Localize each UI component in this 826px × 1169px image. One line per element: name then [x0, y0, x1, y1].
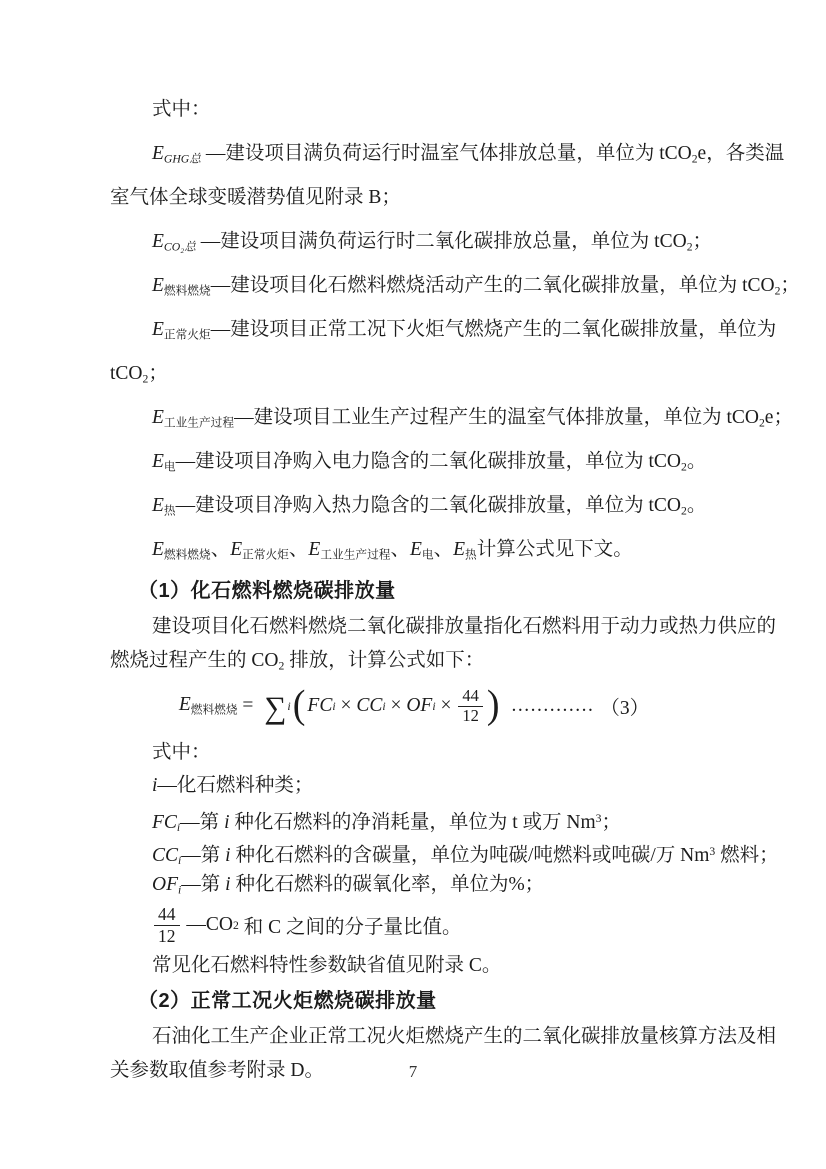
math-run: 燃料燃烧 — [163, 284, 211, 298]
math-run: 2 — [681, 504, 687, 518]
text-run: e，各类温 — [697, 143, 785, 164]
fraction-definition-line — [110, 901, 718, 949]
text-run: ； — [148, 363, 168, 384]
math-run: 正常火炬 — [242, 548, 289, 562]
text-run: —建设项目正常工况下火炬气燃烧产生的二氧化碳排放量，单位为 — [210, 319, 777, 340]
section-heading — [110, 982, 718, 1020]
math-run: E — [230, 539, 243, 560]
math-run: 工业生产过程 — [320, 548, 391, 562]
fraction-denominator: 12 — [462, 705, 479, 725]
math-run: i — [176, 821, 181, 835]
text-run: （2）正常工况火炬燃烧碳排放量 — [138, 990, 437, 1012]
text-run: 、 — [390, 539, 410, 560]
close-paren: ) — [486, 682, 500, 728]
body-line — [110, 610, 777, 644]
page-number: 7 — [408, 1062, 418, 1081]
text-run: —第 — [181, 874, 226, 895]
text-run: 种化石燃料的净消耗量，单位为 t 或万 Nm — [229, 811, 596, 833]
times-sign: × — [435, 695, 457, 716]
definition-line — [110, 132, 785, 176]
text-run: 、 — [433, 539, 454, 560]
body-line — [110, 736, 718, 769]
math-run: CO₂总 — [163, 240, 196, 254]
text-run: 常见化石燃料特性参数缺省值见附录 C。 — [152, 955, 502, 976]
math-run: 正常火炬 — [163, 328, 211, 342]
text-run: —建设项目净购入电力隐含的二氧化碳排放量，单位为 tCO — [175, 451, 682, 472]
term-sub: i — [332, 699, 336, 713]
math-run: 2 — [142, 372, 149, 386]
text-run: 计算公式见下文。 — [476, 539, 633, 560]
term-sub: i — [382, 699, 386, 713]
sigma-index: i — [287, 698, 291, 713]
text-run: 关参数取值参考附录 D。 — [110, 1060, 324, 1081]
math-run: 燃料燃烧 — [163, 548, 211, 562]
math-run: E — [152, 451, 164, 472]
text-run: tCO — [110, 363, 143, 384]
text-run: —建设项目工业生产过程产生的温室气体排放量，单位为 tCO — [234, 407, 759, 428]
definition-line — [110, 220, 718, 264]
math-run: 工业生产过程 — [163, 416, 235, 430]
text-run: 燃烧过程产生的 CO — [110, 650, 279, 671]
math-run: E — [178, 694, 191, 716]
document-content — [110, 88, 800, 1088]
text-run: 建设项目化石燃料燃烧二氧化碳排放量指化石燃料用于动力或热力供应的 — [152, 616, 777, 637]
definition-line — [110, 308, 777, 352]
math-run: 3 — [709, 845, 716, 858]
definition-line — [110, 352, 718, 396]
text-run: 和 C 之间的分子量比值。 — [238, 917, 462, 938]
dotted-leader: ............. — [511, 695, 595, 716]
definition-line — [110, 644, 718, 678]
term-base: FC — [307, 695, 333, 716]
text-run: —建设项目满负荷运行时温室气体排放总量，单位为 tCO — [200, 143, 692, 164]
math-run: 热 — [465, 548, 477, 562]
math-run: 2 — [774, 284, 781, 298]
definition-line — [110, 868, 718, 901]
text-run: 燃料； — [715, 844, 779, 866]
term-sub: i — [432, 699, 436, 713]
body-line — [110, 1020, 777, 1054]
text-run: ； — [780, 275, 800, 296]
body-line — [110, 176, 718, 220]
text-run: 室气体全球变暖潜势值见附录 B； — [110, 187, 401, 208]
text-run: 式中： — [152, 99, 211, 120]
math-run: 燃料燃烧 — [190, 703, 238, 717]
math-run: 2 — [758, 416, 765, 430]
math-run: E — [152, 319, 164, 340]
math-run: FC — [152, 811, 177, 833]
math-run: E — [453, 539, 466, 560]
definition-line — [110, 264, 800, 308]
math-run: i — [224, 811, 230, 833]
text-run: ； — [692, 231, 713, 252]
math-run: 2 — [232, 918, 239, 932]
text-run: —CO — [181, 914, 233, 935]
math-run: i — [225, 844, 231, 866]
equation-3 — [110, 680, 718, 732]
body-line — [110, 88, 718, 132]
math-run: E — [409, 539, 422, 560]
fraction-numerator: 44 — [154, 904, 180, 925]
fraction — [154, 904, 180, 945]
math-run: i — [152, 775, 158, 796]
math-run: E — [152, 275, 164, 296]
definition-line — [110, 484, 718, 528]
text-run: 种化石燃料的含碳量，单位为吨碳/吨燃料或吨碳/万 Nm — [230, 844, 710, 866]
body-line — [110, 949, 718, 982]
text-run: 、 — [210, 539, 231, 560]
math-run: 电 — [421, 548, 434, 562]
math-run: 2 — [278, 659, 285, 673]
text-run: —建设项目净购入热力隐含的二氧化碳排放量，单位为 tCO — [175, 495, 682, 516]
times-sign: × — [385, 695, 407, 716]
fraction-numerator: 44 — [458, 687, 483, 707]
text-run: 种化石燃料的碳氧化率，单位为%； — [230, 874, 545, 895]
definition-line — [110, 440, 718, 484]
math-run: OF — [152, 874, 178, 895]
math-run: 2 — [686, 240, 693, 254]
math-run: 3 — [595, 812, 602, 825]
math-run: E — [152, 495, 164, 516]
text-run: 。 — [686, 451, 707, 472]
math-run: i — [178, 883, 182, 897]
term-base: CC — [356, 695, 383, 716]
math-run: 电 — [163, 460, 176, 474]
math-run: GHG总 — [163, 152, 201, 166]
equation-number: （3） — [600, 698, 650, 719]
text-run: —建设项目满负荷运行时二氧化碳排放总量，单位为 tCO — [195, 231, 687, 252]
term-base: OF — [406, 695, 433, 716]
math-run: CC — [152, 844, 179, 866]
text-run: ； — [601, 811, 622, 833]
text-run: 、 — [288, 539, 309, 560]
text-run: 石油化工生产企业正常工况火炬燃烧产生的二氧化碳排放量核算方法及相 — [152, 1026, 777, 1047]
times-sign: × — [335, 695, 357, 716]
text-run: 。 — [686, 495, 707, 516]
math-run: E — [152, 143, 164, 164]
text-run: e； — [764, 407, 793, 428]
math-run: E — [152, 231, 164, 252]
fraction — [458, 687, 483, 726]
definition-line — [110, 396, 793, 440]
math-run: i — [178, 854, 182, 868]
text-run: —第 — [181, 844, 226, 866]
text-run: —化石燃料种类； — [157, 775, 314, 796]
text-run: —建设项目化石燃料燃烧活动产生的二氧化碳排放量，单位为 tCO — [210, 275, 775, 296]
equals-sign: = — [237, 695, 259, 716]
definition-line — [110, 835, 779, 868]
text-run: —第 — [180, 811, 225, 833]
definition-line — [110, 802, 718, 835]
open-paren: ( — [292, 682, 306, 728]
definition-line — [110, 769, 718, 802]
math-run: 热 — [163, 504, 176, 518]
text-run: （1）化石燃料燃烧碳排放量 — [138, 580, 396, 602]
text-run: 排放，计算公式如下： — [284, 650, 485, 671]
definition-line — [110, 528, 718, 572]
equation-lhs — [179, 694, 238, 717]
text-run: 式中： — [152, 742, 211, 763]
section-heading — [110, 572, 718, 610]
math-run: E — [152, 407, 164, 428]
math-run: 2 — [691, 152, 698, 166]
math-run: E — [308, 539, 321, 560]
sigma-symbol: ∑ — [264, 689, 287, 725]
math-run: i — [225, 874, 231, 895]
fraction-denominator: 12 — [158, 925, 176, 946]
math-run: E — [152, 539, 164, 560]
math-run: 2 — [681, 460, 687, 474]
